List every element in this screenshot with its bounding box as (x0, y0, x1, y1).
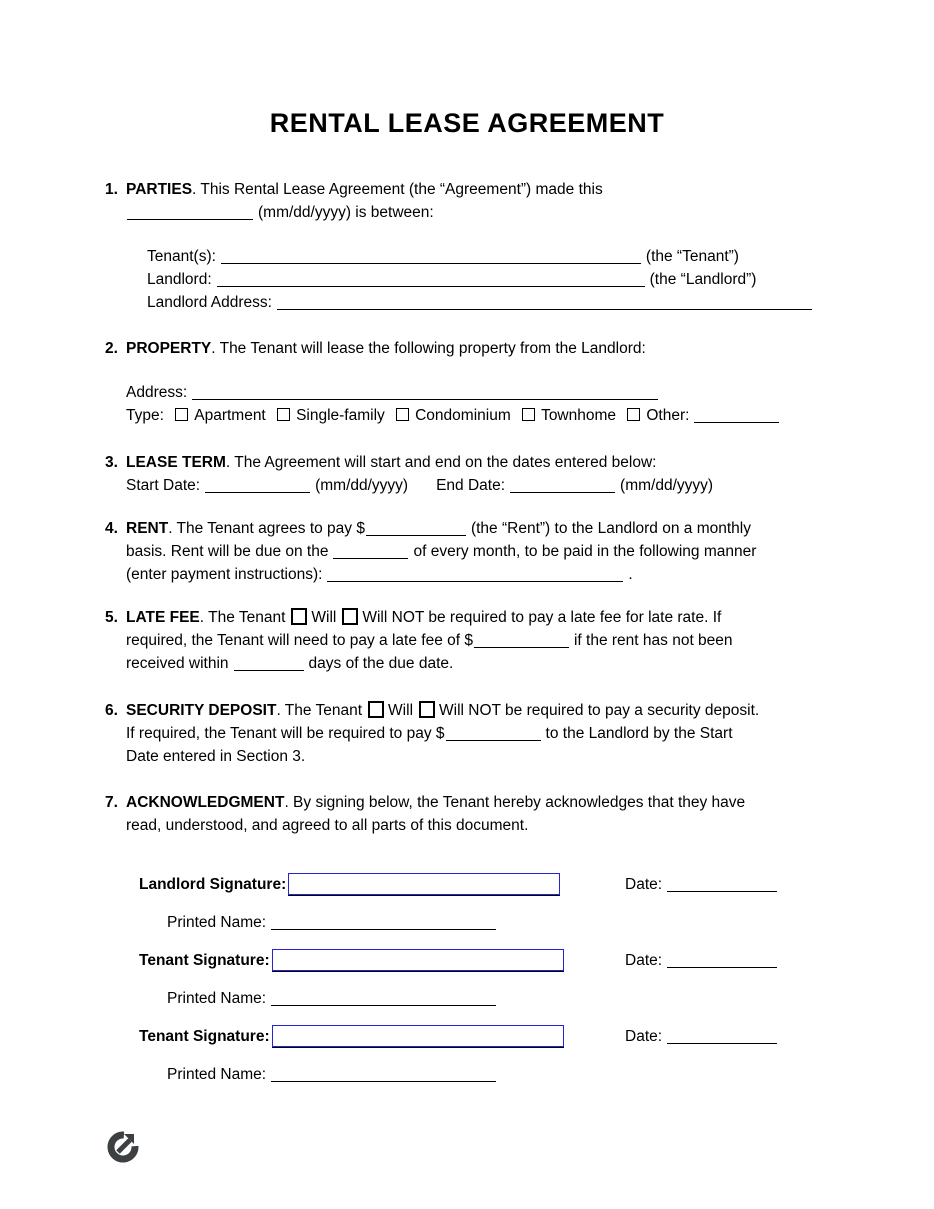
security-deposit-line-2 (105, 722, 874, 745)
field-label: Address: (126, 384, 188, 402)
section-text: days of the due date. (308, 655, 454, 673)
date-cell (625, 1024, 782, 1049)
checkbox-apartment (175, 408, 188, 421)
blank-line (217, 270, 645, 287)
date-label: Date: (625, 876, 663, 894)
section-lease-term (105, 451, 874, 497)
checkbox-label: Condominium (415, 407, 511, 425)
blank-line (234, 654, 304, 671)
section-text: . (628, 566, 633, 584)
tenant-name-row (105, 245, 874, 268)
checkbox-single-family (277, 408, 290, 421)
section-text: . The Tenant will lease the following property from the Landlord: (211, 340, 646, 358)
field-label: Landlord Address: (147, 294, 272, 312)
checkbox-label: Townhome (541, 407, 617, 425)
section-text: to the Landlord by the Start (545, 725, 733, 743)
blank-line (510, 476, 615, 493)
signature-field-frame (272, 949, 564, 972)
checkbox-condominium (396, 408, 409, 421)
section-parties (105, 178, 874, 314)
checkbox-will-not (419, 701, 435, 718)
acknowledgment-line-2 (105, 814, 874, 837)
property-type-row (105, 404, 874, 427)
date-cell (625, 948, 782, 973)
acknowledgment-line-1 (105, 791, 874, 814)
section-heading: RENT (126, 520, 169, 538)
checkbox-label: Other: (646, 407, 690, 425)
section-text: . The Tenant agrees to pay $ (168, 520, 365, 538)
section-text: (enter payment instructions): (126, 566, 323, 584)
property-address-row (105, 381, 874, 404)
section-late-fee (105, 606, 874, 675)
section-heading: PARTIES (126, 181, 193, 199)
section-text: (mm/dd/yyyy) is between: (258, 204, 434, 222)
section-text: (the “Rent”) to the Landlord on a monthly (470, 520, 751, 538)
landlord-name-row (105, 268, 874, 291)
date-format-hint: (mm/dd/yyyy) (620, 477, 714, 495)
section-text: . By signing below, the Tenant hereby acknowledges that they have (284, 794, 746, 812)
tenant-signature-row (139, 948, 934, 973)
section-heading: LEASE TERM (126, 454, 226, 472)
blank-line (271, 1065, 496, 1082)
signature-label: Landlord Signature: (139, 876, 287, 894)
section-heading: ACKNOWLEDGMENT (126, 794, 285, 812)
section-number: 3. (105, 454, 118, 472)
landlord-signature-input[interactable] (288, 873, 560, 895)
checkbox-will (368, 701, 384, 718)
section-acknowledgment (105, 791, 874, 837)
blank-line (446, 724, 541, 741)
date-format-hint: (mm/dd/yyyy) (315, 477, 409, 495)
late-fee-line-1 (105, 606, 874, 629)
field-label: Tenant(s): (147, 248, 216, 266)
section-number: 4. (105, 520, 118, 538)
printed-name-row (167, 1063, 934, 1086)
section-text: Will NOT be required to pay a late fee for late rate. If (362, 609, 722, 627)
parties-line-2 (105, 201, 874, 224)
checkbox-label: Will (388, 702, 414, 720)
section-text: Date entered in Section 3. (126, 748, 306, 766)
signature-label: Tenant Signature: (139, 1028, 270, 1046)
rent-line-3 (105, 563, 874, 586)
rent-line-2 (105, 540, 874, 563)
date-label: Date: (625, 952, 663, 970)
section-rent (105, 517, 874, 586)
field-suffix: (the “Tenant”) (645, 248, 739, 266)
section-number: 2. (105, 340, 118, 358)
blank-line (366, 519, 466, 536)
document-title: RENTAL LEASE AGREEMENT (269, 108, 665, 138)
signature-field-frame (272, 1025, 564, 1048)
tenant-signature-input[interactable] (272, 949, 564, 971)
printed-name-label: Printed Name: (167, 990, 267, 1008)
section-text: . The Tenant (276, 702, 363, 720)
section-heading: LATE FEE (126, 609, 200, 627)
section-text: If required, the Tenant will be required to pay $ (126, 725, 445, 743)
section-text: read, understood, and agreed to all parts of this document. (126, 817, 529, 835)
blank-line (271, 989, 496, 1006)
blank-line (192, 383, 658, 400)
section-text: of every month, to be paid in the following manner (413, 543, 757, 561)
blank-line (127, 203, 253, 220)
date-cell (625, 872, 782, 897)
late-fee-line-3 (105, 652, 874, 675)
circular-arrow-logo-icon (105, 1128, 141, 1164)
checkbox-label: Will (311, 609, 337, 627)
section-text: basis. Rent will be due on the (126, 543, 329, 561)
blank-line (205, 476, 310, 493)
checkbox-label: Single-family (296, 407, 385, 425)
section-text: Will NOT be required to pay a security deposit. (439, 702, 760, 720)
blank-line (667, 1027, 777, 1044)
printed-name-row (167, 987, 934, 1010)
field-label: End Date: (436, 477, 506, 495)
printed-name-label: Printed Name: (167, 1066, 267, 1084)
section-number: 6. (105, 702, 118, 720)
blank-line (221, 247, 641, 264)
section-heading: PROPERTY (126, 340, 212, 358)
blank-line (667, 875, 777, 892)
section-security-deposit (105, 699, 874, 768)
signature-field-frame (288, 873, 560, 896)
printed-name-label: Printed Name: (167, 914, 267, 932)
lease-term-line-1 (105, 451, 874, 474)
security-deposit-line-1 (105, 699, 874, 722)
checkbox-label: Apartment (194, 407, 266, 425)
section-number: 5. (105, 609, 118, 627)
field-label: Type: (126, 407, 164, 425)
landlord-signature-row (139, 872, 934, 897)
blank-line (667, 951, 777, 968)
field-label: Start Date: (126, 477, 201, 495)
field-suffix: (the “Landlord”) (649, 271, 757, 289)
section-heading: SECURITY DEPOSIT (126, 702, 277, 720)
late-fee-line-2 (105, 629, 874, 652)
section-text: required, the Tenant will need to pay a late fee of $ (126, 632, 473, 650)
property-line-1 (105, 337, 874, 360)
date-label: Date: (625, 1028, 663, 1046)
lease-dates-row (105, 474, 874, 497)
tenant-signature-row-2 (139, 1024, 934, 1049)
section-number: 1. (105, 181, 118, 199)
section-text: . The Agreement will start and end on the dates entered below: (225, 454, 657, 472)
checkbox-will-not (342, 608, 358, 625)
blank-line (474, 631, 569, 648)
tenant-signature-input-2[interactable] (272, 1025, 564, 1047)
section-text: received within (126, 655, 229, 673)
section-text: . This Rental Lease Agreement (the “Agreement”) made this (192, 181, 603, 199)
blank-line (271, 913, 496, 930)
section-text: if the rent has not been (573, 632, 733, 650)
parties-line-1 (105, 178, 874, 201)
checkbox-other (627, 408, 640, 421)
section-property (105, 337, 874, 427)
section-text: . The Tenant (199, 609, 286, 627)
signature-block (139, 872, 934, 1086)
checkbox-will (291, 608, 307, 625)
section-number: 7. (105, 794, 118, 812)
blank-line (333, 542, 408, 559)
field-label: Landlord: (147, 271, 212, 289)
printed-name-row (167, 911, 934, 934)
blank-line (277, 293, 812, 310)
landlord-address-row (105, 291, 874, 314)
rent-line-1 (105, 517, 874, 540)
checkbox-townhome (522, 408, 535, 421)
blank-line (327, 565, 623, 582)
security-deposit-line-3 (105, 745, 874, 768)
signature-label: Tenant Signature: (139, 952, 270, 970)
blank-line (694, 406, 779, 423)
